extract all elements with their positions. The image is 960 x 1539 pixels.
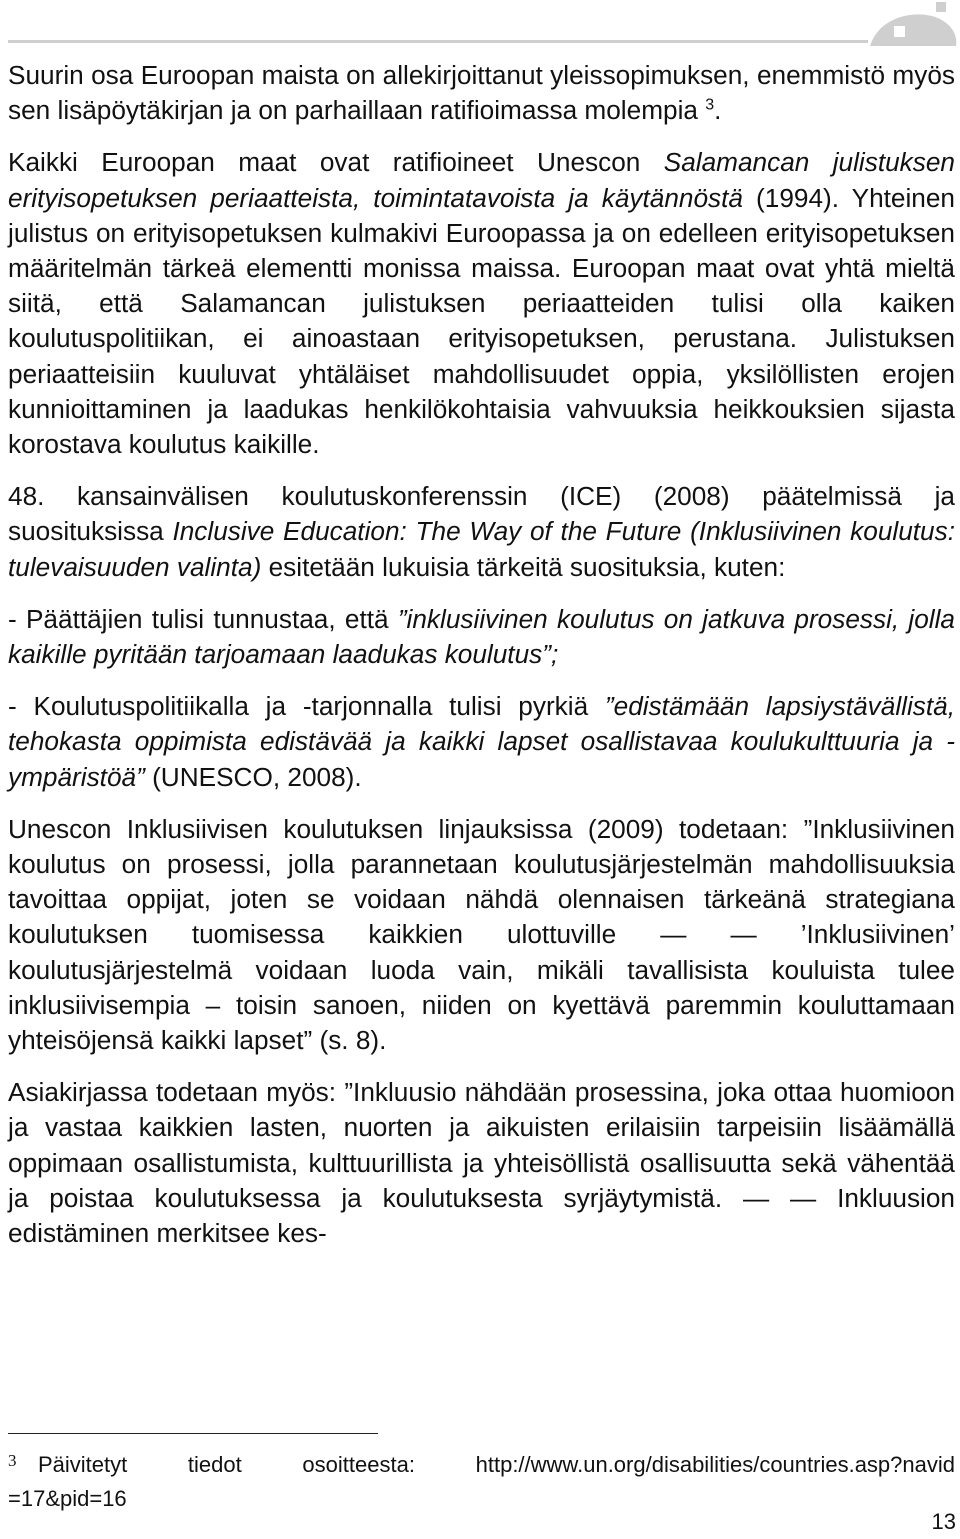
footnote-mark: 3 bbox=[8, 1451, 17, 1470]
list-item-2: - Koulutuspolitiikalla ja -tarjonnalla tulisi pyrkiä ”edistämään lapsiystävällistä, tehokasta oppimista edistävää ja kaikki lapset osallistavaa koulukulttuuria ja -ympäristöä” (UNESCO, 2008). bbox=[8, 691, 955, 792]
list-item-1: - Päättäjien tulisi tunnustaa, että ”inklusiivinen koulutus on jatkuva prosessi, jolla kaikille pyritään tarjoamaan laadukas koulutus”; bbox=[8, 603, 955, 670]
footnote-reference[interactable]: 3 bbox=[705, 96, 715, 114]
paragraph-6: Unescon Inklusiivisen koulutuksen linjauksissa (2009) todetaan: ”Inklusiivinen koulutus on prosessi, jolla parannetaan koulutusjärjestelmän mahdollisuuksia tavoittaa oppijat, joten se voidaan nähdä olennaisen tärkeänä strategiana koulutuksen tuomisessa kaikkien ulottuville — — ’Inklusiivinen’ koulutusjärjestelmä voidaan luoda vain, mikäli tavallisista kouluista tulee inklusiivisempia – toisin sanoen, niiden on kyettävä paremmin kouluttamaan yhteisöjensä kaikki lapset” (s. 8). bbox=[8, 813, 955, 1056]
paragraph-7: Asiakirjassa todetaan myös: ”Inkluusio nähdään prosessina, joka ottaa huomioon ja vastaa kaikkien lasten, nuorten ja aikuisten erilaisiin tarpeisiin lisäämällä oppimaan osallistumista, kulttuurillista ja yhteisöllistä osallisuutta sekä vähentää ja poistaa koulutuksessa ja koulutuksesta syrjäytymistä. — — Inkluusion edistäminen merkitsee kes- bbox=[8, 1077, 955, 1249]
header-rule bbox=[8, 40, 868, 43]
publisher-logo-icon bbox=[866, 0, 960, 50]
footnote-divider bbox=[8, 1433, 378, 1434]
paragraph-2: Kaikki Euroopan maat ovat ratifioineet Unescon Salamancan julistuksen erityisopetuksen periaatteista, toimintatavoista ja käytännöstä (1994). Yhteinen julistus on erityisopetuksen kulmakivi Euroopassa ja on edelleen erityisopetuksen määritelmän tärkeä elementti monissa maissa. Euroopan maat ovat yhtä mieltä siitä, että Salamancan julistuksen periaatteiden tulisi olla kaiken koulutuspolitiikan, ei ainoastaan erityisopetuksen, perustana. Julistuksen periaatteisiin kuuluvat yhtäläiset mahdollisuudet oppia, yksilöllisten erojen kunnioittaminen ja laadukas henkilökohtaisia vahvuuksia heikkouksien sijasta korostava koulutus kaikille. bbox=[8, 147, 955, 460]
footnote-line-2[interactable]: =17&pid=16 bbox=[8, 1486, 127, 1511]
footnote-line-1[interactable]: Päivitetyt tiedot osoitteesta: http://www.un.org/disabilities/countries.asp?navid bbox=[38, 1452, 955, 1477]
footnote bbox=[8, 1448, 955, 1516]
page-number: 13 bbox=[931, 1509, 956, 1534]
main-text bbox=[8, 58, 955, 1268]
paragraph-1: Suurin osa Euroopan maista on allekirjoittanut yleissopimuksen, enemmistö myös sen lisäpöytäkirjan ja on parhaillaan ratifioimassa molempia $^3$. bbox=[8, 60, 955, 126]
paragraph-3: 48. kansainvälisen koulutuskonferenssin (ICE) (2008) päätelmissä ja suosituksissa Inclusive Education: The Way of the Future (Inklusiivinen koulutus: tulevaisuuden valinta) esitetään lukuisia tärkeitä suosituksia, kuten: bbox=[8, 481, 955, 582]
